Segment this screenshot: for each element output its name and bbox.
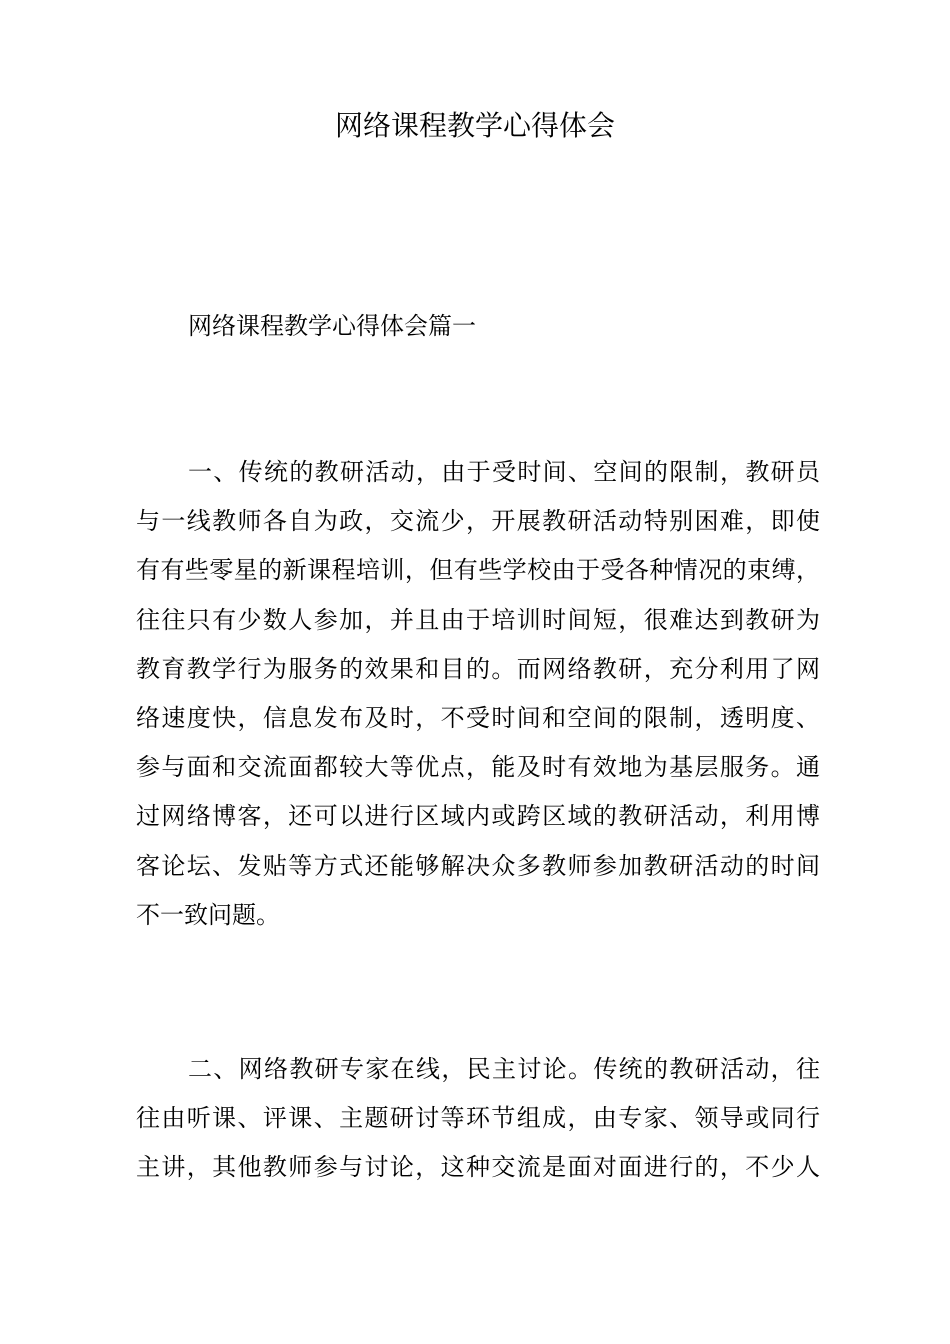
section-heading: 网络课程教学心得体会篇一 — [188, 312, 476, 340]
paragraph-line: 不一致问题。 — [136, 900, 280, 929]
paragraph-line: 络速度快，信息发布及时，不受时间和空间的限制，透明度、 — [136, 703, 820, 732]
paragraph-line: 教育教学行为服务的效果和目的。而网络教研，充分利用了网 — [136, 654, 820, 683]
document-title: 网络课程教学心得体会 — [334, 109, 615, 142]
paragraph-1 — [136, 448, 820, 940]
paragraph-2 — [136, 1045, 820, 1193]
paragraph-line: 主讲，其他教师参与讨论，这种交流是面对面进行的，不少人 — [136, 1153, 820, 1182]
paragraph-line: 往往只有少数人参加，并且由于培训时间短，很难达到教研为 — [136, 605, 820, 634]
paragraph-line: 与一线教师各自为政，交流少，开展教研活动特别困难，即使 — [136, 507, 820, 536]
paragraph-line: 往由听课、评课、主题研讨等环节组成，由专家、领导或同行 — [136, 1104, 820, 1133]
paragraph-line: 一、传统的教研活动，由于受时间、空间的限制，教研员 — [188, 458, 820, 486]
paragraph-line: 客论坛、发贴等方式还能够解决众多教师参加教研活动的时间 — [136, 851, 820, 880]
paragraph-line: 过网络博客，还可以进行区域内或跨区域的教研活动，利用博 — [136, 802, 820, 831]
paragraph-line: 二、网络教研专家在线，民主讨论。传统的教研活动，往 — [188, 1055, 820, 1083]
paragraph-line: 有有些零星的新课程培训，但有些学校由于受各种情况的束缚， — [136, 556, 820, 585]
paragraph-line: 参与面和交流面都较大等优点，能及时有效地为基层服务。通 — [136, 753, 820, 782]
